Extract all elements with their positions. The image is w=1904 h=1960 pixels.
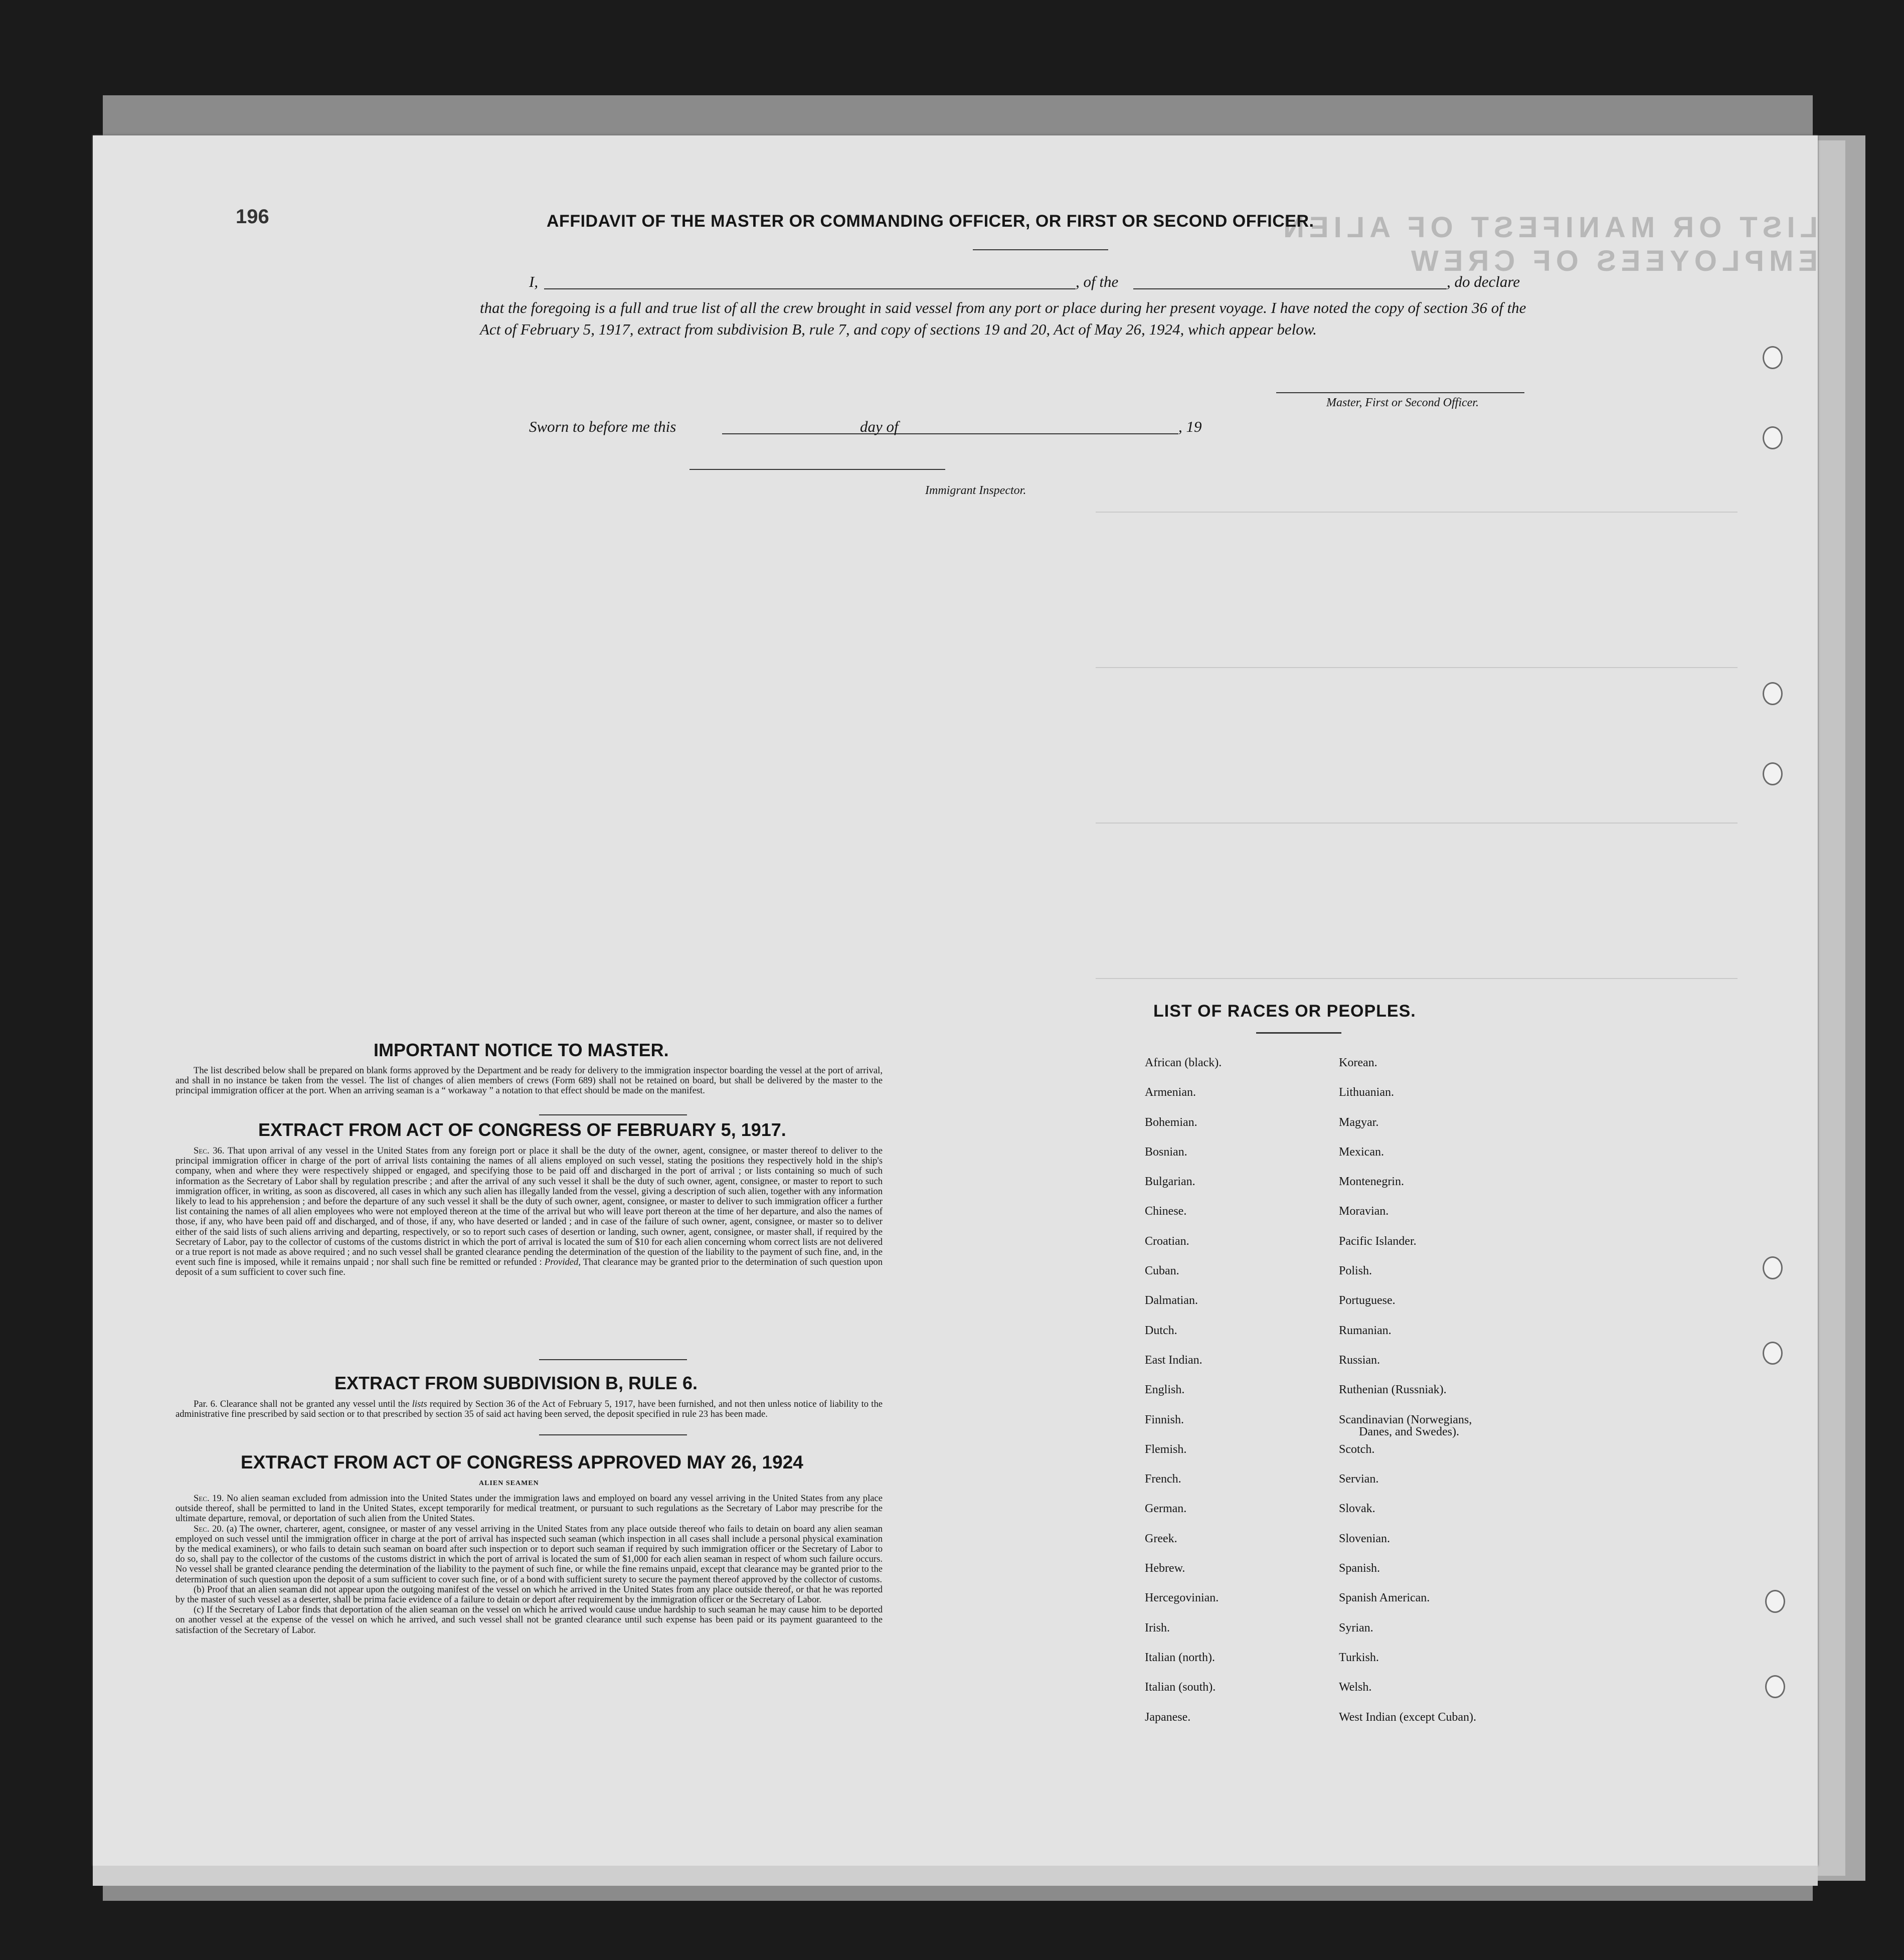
extract-1917-rule [539, 1359, 687, 1360]
punch-hole [1763, 346, 1783, 369]
declaration-do-declare: , do declare [1447, 273, 1520, 290]
race-item: Irish. [1145, 1621, 1170, 1635]
race-item: East Indian. [1145, 1353, 1202, 1367]
rule6-rule [539, 1434, 687, 1435]
proviso-text: That clearance may be granted prior to the determination of such question upon deposit of a sum sufficient to cover such fine. [176, 1257, 883, 1278]
race-item: English. [1145, 1383, 1185, 1397]
sworn-year: , 19 [1178, 418, 1202, 435]
punch-hole [1763, 1342, 1783, 1365]
section-19-label: Sec. 19. [194, 1493, 224, 1504]
race-item: Pacific Islander. [1339, 1234, 1417, 1248]
race-item: French. [1145, 1473, 1181, 1486]
race-item: Syrian. [1339, 1621, 1373, 1635]
extract-1924-title: EXTRACT FROM ACT OF CONGRESS APPROVED MAY 26, 1924 [241, 1452, 803, 1473]
sworn-text: Sworn to before me this [529, 418, 676, 435]
inspector-label: Immigrant Inspector. [925, 484, 1026, 497]
race-item: Flemish. [1145, 1442, 1187, 1456]
manifest-page [93, 135, 1818, 1866]
race-item: Bohemian. [1145, 1115, 1197, 1129]
race-item: Spanish American. [1339, 1591, 1430, 1605]
section-20a-body: (a) The owner, charterer, agent, consignee, or master of any vessel arriving in the United States from any place outside thereof who fails to detain on board any alien seaman employed on such vessel until the immigration officer in charge at the port of arrival has inspected such seaman (which inspection in all cases shall include a personal physical examination by the medical examiners), or who fails to detain such seaman on board after such inspection or to deport such seaman if required by such immigration officer or the Secretary of Labor to do so, shall pay to the collector of the customs of the customs district in which the port of arrival is located the sum of $1,000 for each alien seaman in respect of whom such failure occurs. No vessel shall be granted clearance pending the determination of the liability to the payment of such fine, or while the fine remains unpaid, except that clearance may be granted prior to the determination of such question upon the deposit of a sum sufficient to cover such fine, or of a bond with sufficient surety to secure the payment thereof approved by the collector of customs. [176, 1523, 883, 1585]
rule6-text [176, 1399, 883, 1419]
punch-hole [1763, 682, 1783, 705]
race-item: Armenian. [1145, 1086, 1196, 1099]
race-item: Russian. [1339, 1353, 1380, 1367]
punch-hole [1765, 1590, 1785, 1613]
affidavit-body: that the foregoing is a full and true list of all the crew brought in said vessel from any port or place during her present voyage. I have noted the copy of section 36 of the Act of February 5, 1917, extract from subdivision B, rule 7, and copy of sections 19 and 20, Act of May 26, 1924, which appear below. [480, 299, 1526, 338]
title-rule [973, 249, 1108, 250]
back-sheet-edge-light [1815, 140, 1845, 1876]
signature-line [1276, 392, 1524, 393]
section-36-body: That upon arrival of any vessel in the United States from any foreign port or place it shall be the duty of the owner, agent, consignee, or master thereof to deliver to the principal immigration officer in charge of the port of arrival lists containing the names of all aliens employed on such vessel, stating the positions they respectively hold in the ship's company, when and where they were respectively shipped or engaged, and specifying those to be paid off and discharged in the port of arrival ; or lists containing so much of such information as the Secretary of Labor shall by regulation prescribe ; and after the arrival of any such vessel it shall be the duty of such owner, agent, consignee, or master to report to such immigration officer, in writing, as soon as discovered, all cases in which any such alien has illegally landed from the vessel, giving a description of such alien, together with any information likely to lead to his apprehension ; and before the departure of any such vessel it shall be the duty of such owner, agent, consignee, or master to deliver to such immigration officer a further list containing the names of all alien employees who were not employed thereon at the time of the arrival but who will leave port thereon at the time of her departure, and also the names of those, if any, who have been paid off and discharged, and of those, if any, who have deserted or landed ; and in case of the failure of such owner, agent, consignee, or master so to deliver either of the said lists of such aliens arriving and departing, respectively, or so to report such cases of desertion or landing, such owner, agent, consignee, or master shall, if required by the Secretary of Labor, pay to the collector of customs of the customs district in which the port of arrival is located the sum of $10 for each alien concerning whom correct lists are not delivered or a true report is not made as above required ; and no such vessel shall be granted clearance pending the determination of the question of the liability to the payment of such fine, and, in the event such fine is imposed, while it remains unpaid ; nor shall such fine be remitted or refunded : [176, 1146, 883, 1268]
notice-rule [539, 1114, 687, 1115]
race-item: Rumanian. [1339, 1324, 1392, 1337]
punch-hole [1763, 1256, 1783, 1279]
section-19-body: No alien seaman excluded from admission into the United States under the immigration laws and employed on board any vessel arriving in the United States from any place outside thereof, shall be permitted to land in the United States, except temporarily for medical treatment, or pursuant to such regulations as the Secretary of Labor may prescribe for the ultimate departure, removal, or deportation of such alien from the United States. [176, 1493, 883, 1524]
race-item: Croatian. [1145, 1234, 1189, 1248]
race-item: Spanish. [1339, 1562, 1380, 1575]
race-item: Slovak. [1339, 1502, 1375, 1516]
race-item: Italian (north). [1145, 1651, 1215, 1664]
punch-hole [1763, 762, 1783, 785]
race-item: Turkish. [1339, 1651, 1379, 1664]
punch-hole [1765, 1675, 1785, 1698]
section-20-label: Sec. 20. [194, 1523, 224, 1534]
extract-1924-text [176, 1494, 883, 1636]
declaration-i: I, [529, 273, 539, 290]
race-item: Dalmatian. [1145, 1294, 1198, 1308]
section-36-label: Sec. 36. [194, 1146, 225, 1156]
rule6-title: EXTRACT FROM SUBDIVISION B, RULE 6. [334, 1373, 698, 1393]
race-item: Japanese. [1145, 1710, 1191, 1724]
alien-seamen-subtitle: ALIEN SEAMEN [479, 1480, 539, 1487]
race-item: Mexican. [1339, 1145, 1384, 1159]
race-item-line2: Danes, and Swedes). [1359, 1425, 1459, 1438]
affidavit-title: AFFIDAVIT OF THE MASTER OR COMMANDING OFFICER, OR FIRST OR SECOND OFFICER. [547, 212, 1314, 231]
inspector-line [689, 469, 945, 470]
race-item: Servian. [1339, 1473, 1379, 1486]
race-item: Cuban. [1145, 1264, 1179, 1278]
punch-hole [1763, 426, 1783, 449]
race-item [1339, 1414, 1476, 1443]
bleed-through-rule [1096, 512, 1738, 513]
race-item: Magyar. [1339, 1115, 1379, 1129]
race-item: Finnish. [1145, 1413, 1184, 1426]
race-item: Korean. [1339, 1056, 1377, 1069]
race-item: German. [1145, 1502, 1187, 1516]
proviso-label: Provided, [544, 1257, 581, 1268]
declaration-of-the: , of the [1076, 273, 1119, 290]
race-item: Polish. [1339, 1264, 1372, 1278]
race-item: Hercegovinian. [1145, 1591, 1219, 1605]
page-bottom-edge [93, 1866, 1818, 1886]
race-item: Bulgarian. [1145, 1175, 1195, 1189]
race-item: Bosnian. [1145, 1145, 1187, 1159]
race-item: Slovenian. [1339, 1532, 1390, 1545]
race-item: West Indian (except Cuban). [1339, 1710, 1476, 1724]
page-number: 196 [236, 206, 269, 228]
races-title-rule [1256, 1032, 1341, 1034]
bleed-through-rule [1096, 667, 1738, 668]
race-item: Scotch. [1339, 1442, 1375, 1456]
races-title: LIST OF RACES OR PEOPLES. [1153, 1002, 1416, 1021]
race-item: Chinese. [1145, 1205, 1187, 1218]
vessel-blank [1133, 288, 1447, 289]
race-item: Hebrew. [1145, 1562, 1185, 1575]
sworn-day-blank [722, 433, 943, 434]
rule6-lists: lists [412, 1399, 427, 1409]
race-item: Dutch. [1145, 1324, 1177, 1337]
sworn-month-blank [915, 433, 1178, 434]
bleed-through-rule [1096, 823, 1738, 824]
race-item: Greek. [1145, 1532, 1177, 1545]
signature-label: Master, First or Second Officer. [1326, 396, 1479, 409]
race-item: Moravian. [1339, 1205, 1389, 1218]
section-20c-body: (c) If the Secretary of Labor finds that deportation of the alien seaman on the vessel on which he arrived would cause undue hardship to such seaman he may cause him to be deported on another vessel at the expense of the vessel on which he arrived, and such vessel shall not be granted clearance until such expense has been paid or its payment guaranteed to the satisfaction of the Secretary of Labor. [176, 1604, 883, 1636]
race-item: Lithuanian. [1339, 1086, 1394, 1099]
bleed-through-rule [1096, 978, 1738, 979]
races-right-column [1339, 1057, 1476, 1741]
rule6-text-b: required by Section 36 of the Act of February 5, 1917, have been furnished, and not then unless notice of liability to the administrative fine prescribed by said section or to that prescribed by section 35 of said act having been served, the deposit specified in rule 23 has been made. [176, 1399, 883, 1420]
name-blank [544, 288, 1076, 289]
race-item: Portuguese. [1339, 1294, 1396, 1308]
race-item: Montenegrin. [1339, 1175, 1404, 1189]
notice-text: The list described below shall be prepared on blank forms approved by the Department and be ready for delivery to the immigration inspector boarding the vessel at the port of arrival, and shall in no instance be taken from the vessel. The list of changes of alien members of crews (Form 689) shall not be retained on board, but shall be delivered by the master to the principal immigration officer at the port. When an arriving seaman is a “ workaway ” a notation to that effect should be made on the manifest. [176, 1065, 883, 1096]
sworn-day-label: day of [860, 418, 899, 435]
race-item: Welsh. [1339, 1681, 1372, 1694]
race-item: Ruthenian (Russniak). [1339, 1383, 1447, 1397]
extract-1917-text [176, 1146, 883, 1278]
race-item-line1: Scandinavian (Norwegians, [1339, 1413, 1472, 1426]
rule6-text-a: Par. 6. Clearance shall not be granted any vessel until the [194, 1399, 410, 1409]
race-item: Italian (south). [1145, 1681, 1216, 1694]
extract-1917-title: EXTRACT FROM ACT OF CONGRESS OF FEBRUARY 5, 1917. [258, 1119, 786, 1140]
race-item: African (black). [1145, 1056, 1222, 1069]
races-left-column [1145, 1057, 1222, 1741]
notice-title: IMPORTANT NOTICE TO MASTER. [374, 1040, 669, 1060]
section-20b-body: (b) Proof that an alien seaman did not appear upon the outgoing manifest of the vessel on which he arrived in the United States from any place outside thereof, or that he was reported by the master of such vessel as a deserter, shall be prima facie evidence of a failure to detain or deport after requirement by the immigration officer or the Secretary of Labor. [176, 1584, 883, 1605]
bleed-through-heading: LIST OR MANIFEST OF ALIEN EMPLOYEES OF CREW [1278, 211, 1818, 277]
